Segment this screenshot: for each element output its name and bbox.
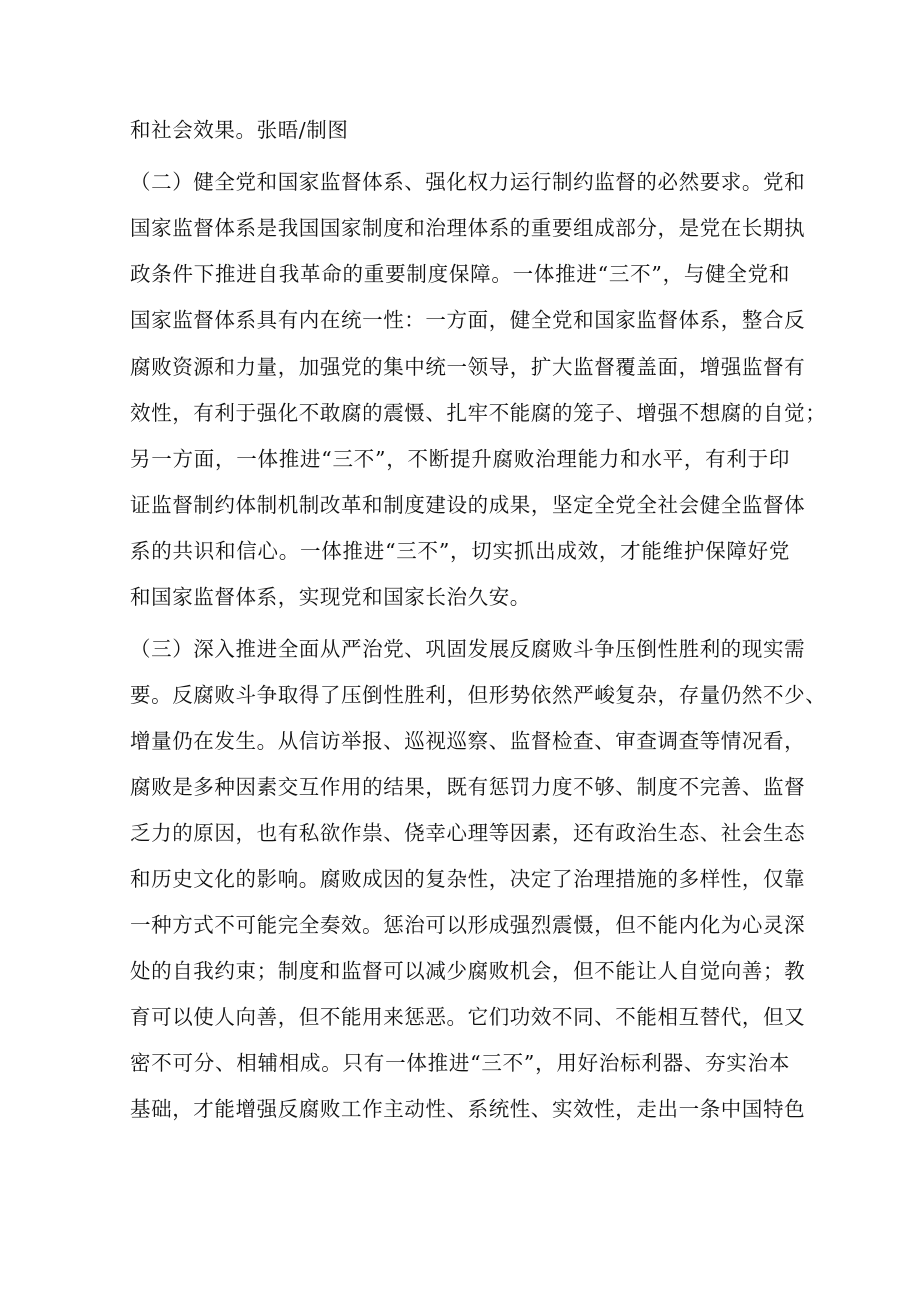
text-line: 和国家监督体系，实现党和国家长治久安。	[130, 585, 531, 609]
text-line: 和社会效果。张晤/制图	[130, 118, 349, 142]
text-line: 增量仍在发生。从信访举报、巡视巡察、监督检查、审查调查等情况看，	[130, 729, 806, 753]
text-line: （三）深入推进全面从严治党、巩固发展反腐败斗争压倒性胜利的现实需	[130, 637, 806, 661]
text-line: 国家监督体系具有内在统一性：一方面，健全党和国家监督体系，整合反	[130, 308, 806, 332]
text-line: 和历史文化的影响。腐败成因的复杂性，决定了治理措施的多样性，仅靠	[130, 867, 806, 891]
text-line: （二）健全党和国家监督体系、强化权力运行制约监督的必然要求。党和	[130, 170, 806, 194]
text-line: 腐败资源和力量，加强党的集中统一领导，扩大监督覆盖面，增强监督有	[130, 355, 806, 379]
text-line: 证监督制约体制机制改革和制度建设的成果，坚定全党全社会健全监督体	[130, 493, 806, 517]
text-line: 密不可分、相辅相成。只有一体推进“三不”，用好治标利器、夯实治本	[130, 1051, 790, 1075]
text-line: 腐败是多种因素交互作用的结果，既有惩罚力度不够、制度不完善、监督	[130, 775, 806, 799]
text-line: 基础，才能增强反腐败工作主动性、系统性、实效性，走出一条中国特色	[130, 1097, 806, 1121]
text-line: 处的自我约束；制度和监督可以减少腐败机会，但不能让人自觉向善；教	[130, 959, 806, 983]
text-line: 国家监督体系是我国国家制度和治理体系的重要组成部分，是党在长期执	[130, 216, 806, 240]
text-line: 政条件下推进自我革命的重要制度保障。一体推进“三不”，与健全党和	[130, 262, 790, 286]
text-line: 乏力的原因，也有私欲作祟、侥幸心理等因素，还有政治生态、社会生态	[130, 821, 806, 845]
text-line: 要。反腐败斗争取得了压倒性胜利，但形势依然严峻复杂，存量仍然不少、	[130, 683, 827, 707]
text-line: 效性，有利于强化不敢腐的震慑、扎牢不能腐的笼子、增强不想腐的自觉；	[130, 401, 827, 425]
text-line: 系的共识和信心。一体推进“三不”，切实抓出成效，才能维护保障好党	[130, 539, 790, 563]
text-line: 育可以使人向善，但不能用来惩恶。它们功效不同、不能相互替代，但又	[130, 1005, 806, 1029]
text-line: 一种方式不可能完全奏效。惩治可以形成强烈震慑，但不能内化为心灵深	[130, 913, 806, 937]
text-line: 另一方面，一体推进“三不”，不断提升腐败治理能力和水平，有利于印	[130, 447, 790, 471]
